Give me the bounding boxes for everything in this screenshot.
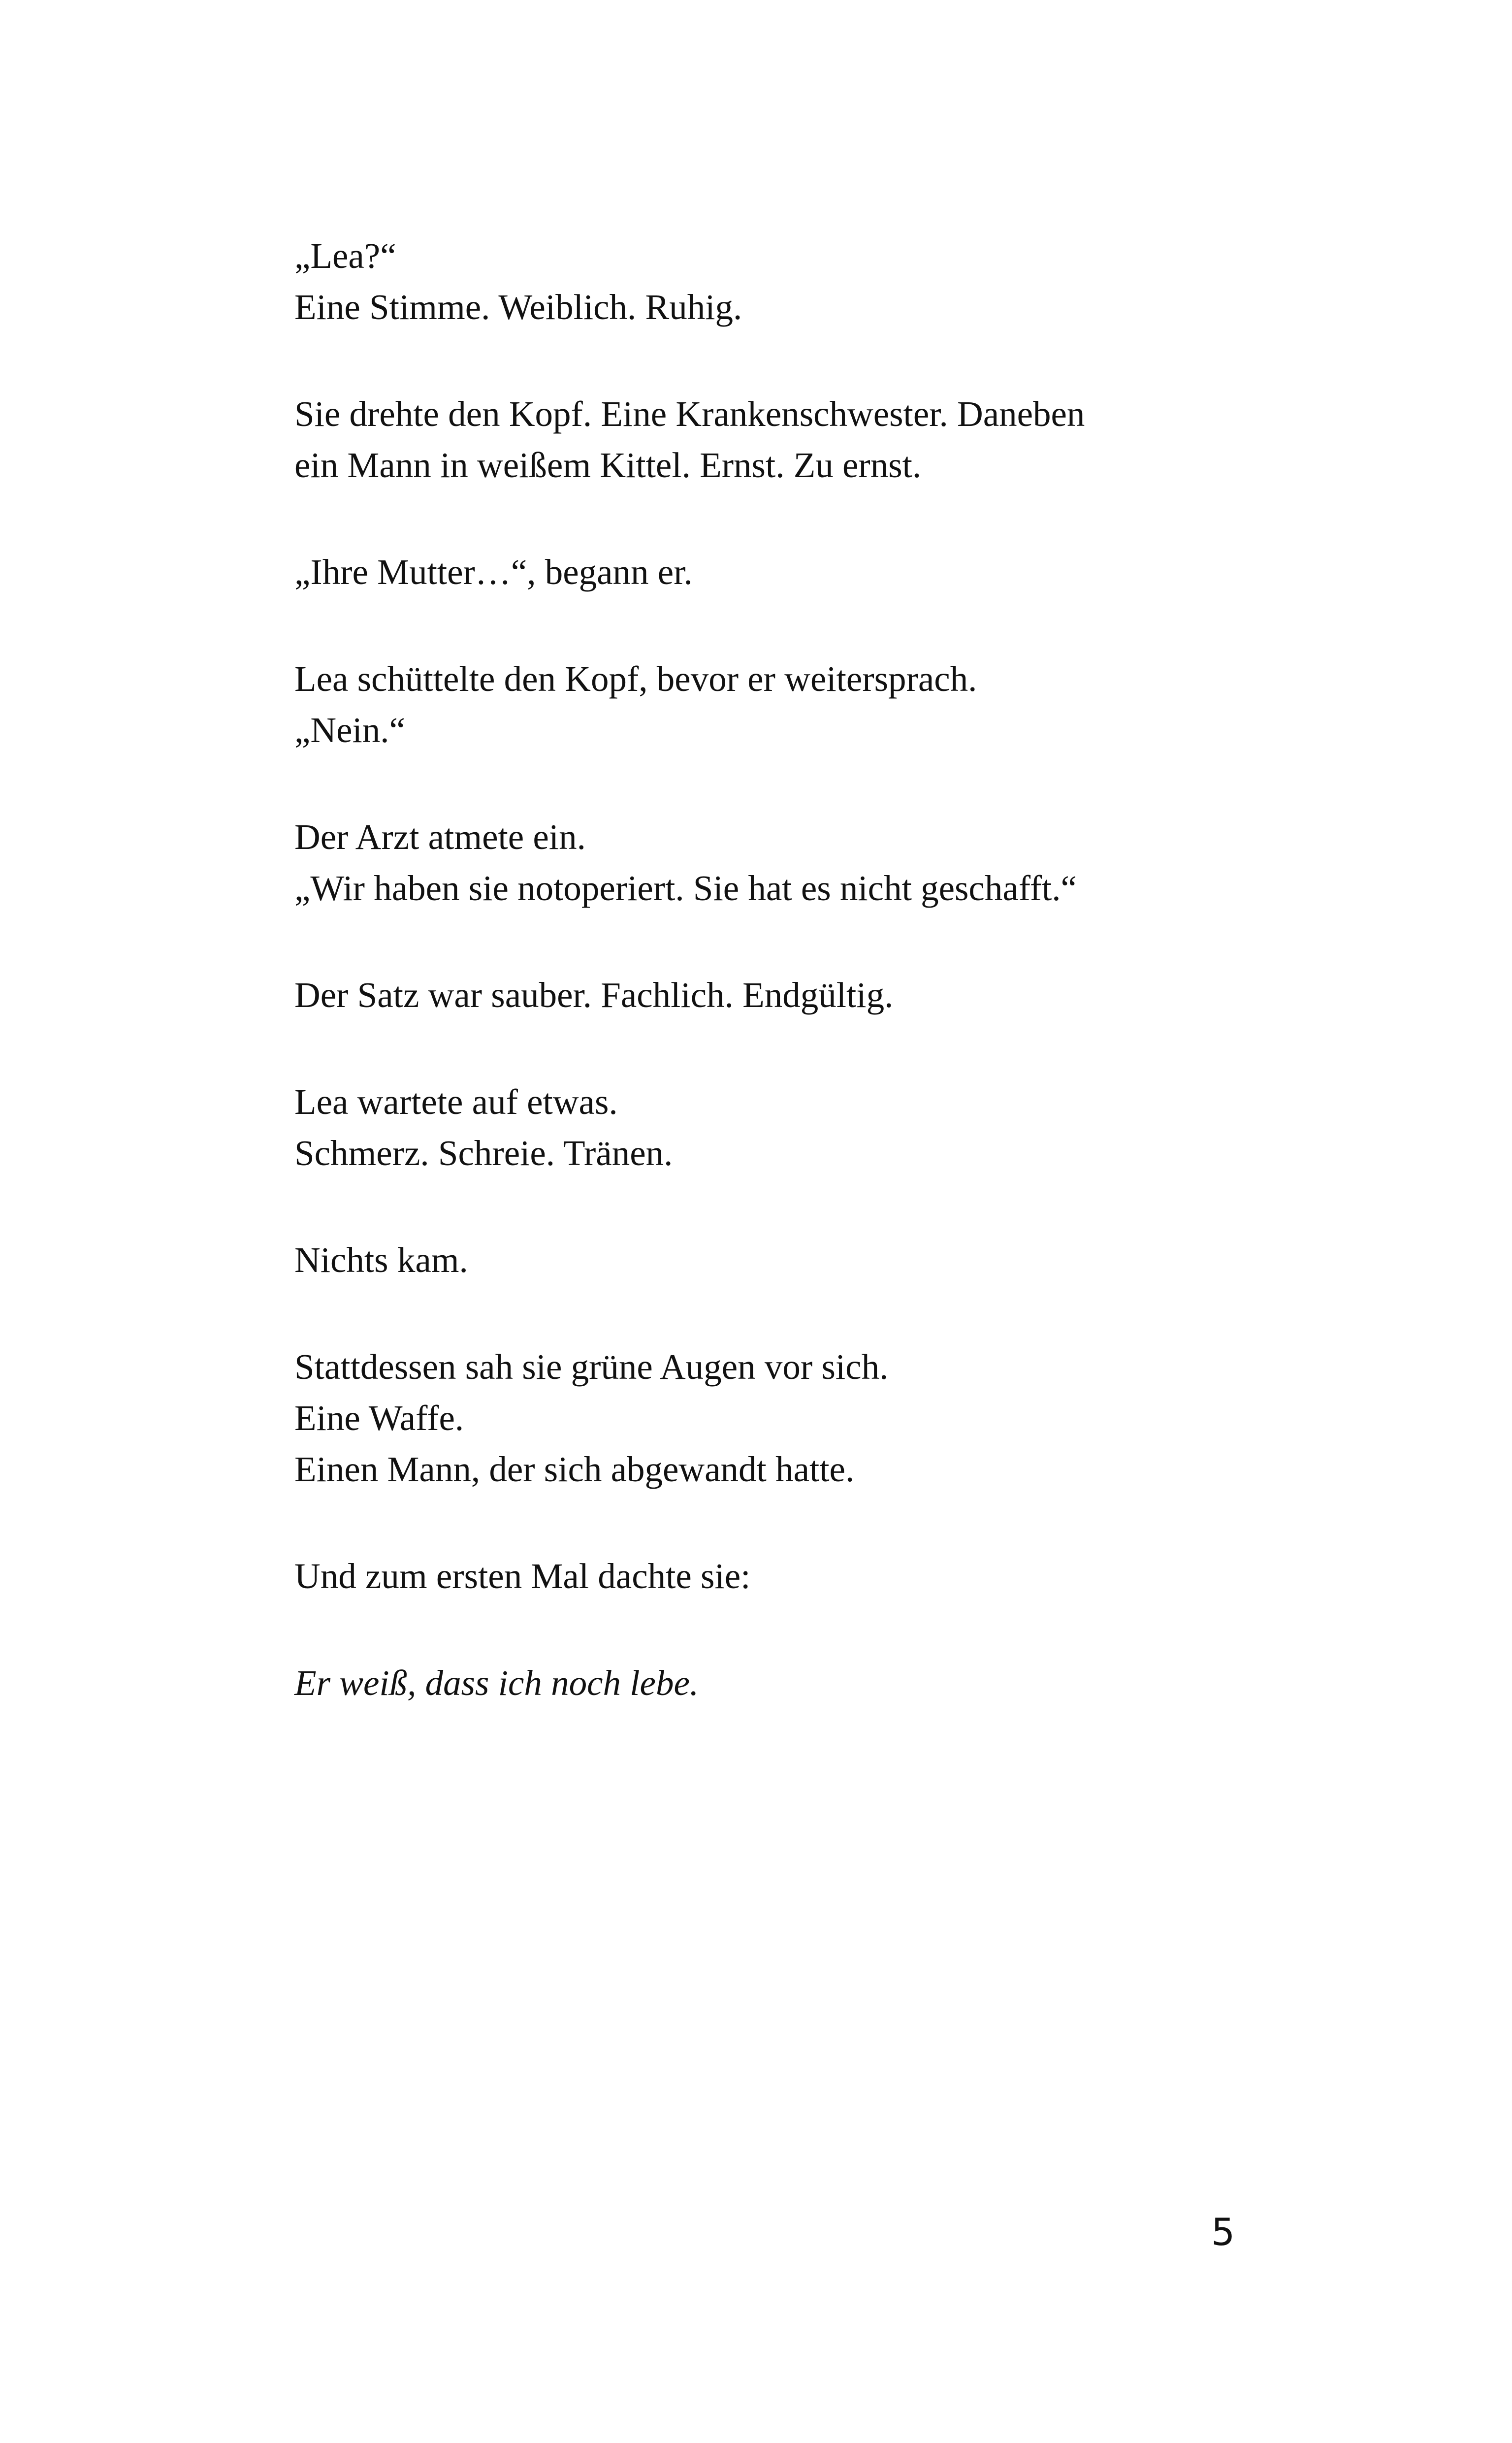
text-line: ein Mann in weißem Kittel. Ernst. Zu ernst. xyxy=(294,445,922,485)
text-line: Nichts kam. xyxy=(294,1240,468,1280)
text-line: Lea wartete auf etwas. xyxy=(294,1082,618,1122)
text-line: Sie drehte den Kopf. Eine Krankenschwester. Daneben xyxy=(294,394,1085,434)
paragraph xyxy=(294,1235,1279,1286)
text-line: Einen Mann, der sich abgewandt hatte. xyxy=(294,1449,855,1489)
text-line: Schmerz. Schreie. Tränen. xyxy=(294,1133,673,1173)
text-line: Der Arzt atmete ein. xyxy=(294,817,586,857)
body-text xyxy=(294,230,1279,1764)
page-number: 5 xyxy=(1211,2210,1235,2254)
text-line: „Ihre Mutter…“, begann er. xyxy=(294,552,693,592)
paragraph xyxy=(294,389,1279,491)
paragraph xyxy=(294,812,1279,914)
paragraph xyxy=(294,970,1279,1021)
paragraph xyxy=(294,230,1279,333)
paragraph xyxy=(294,547,1279,598)
text-line: Eine Stimme. Weiblich. Ruhig. xyxy=(294,287,742,327)
text-line: „Lea?“ xyxy=(294,236,396,276)
paragraph xyxy=(294,1341,1279,1495)
text-line: Und zum ersten Mal dachte sie: xyxy=(294,1556,751,1596)
text-line: Lea schüttelte den Kopf, bevor er weitersprach. xyxy=(294,659,977,699)
text-line: Der Satz war sauber. Fachlich. Endgültig. xyxy=(294,975,894,1015)
italic-thought-paragraph xyxy=(294,1658,1279,1709)
paragraph xyxy=(294,653,1279,756)
text-line: Er weiß, dass ich noch lebe. xyxy=(294,1663,699,1703)
text-line: „Nein.“ xyxy=(294,710,405,750)
paragraph xyxy=(294,1076,1279,1179)
paragraph xyxy=(294,1551,1279,1602)
text-line: „Wir haben sie notoperiert. Sie hat es nicht geschafft.“ xyxy=(294,868,1077,908)
text-line: Stattdessen sah sie grüne Augen vor sich. xyxy=(294,1347,889,1387)
text-line: Eine Waffe. xyxy=(294,1398,464,1438)
